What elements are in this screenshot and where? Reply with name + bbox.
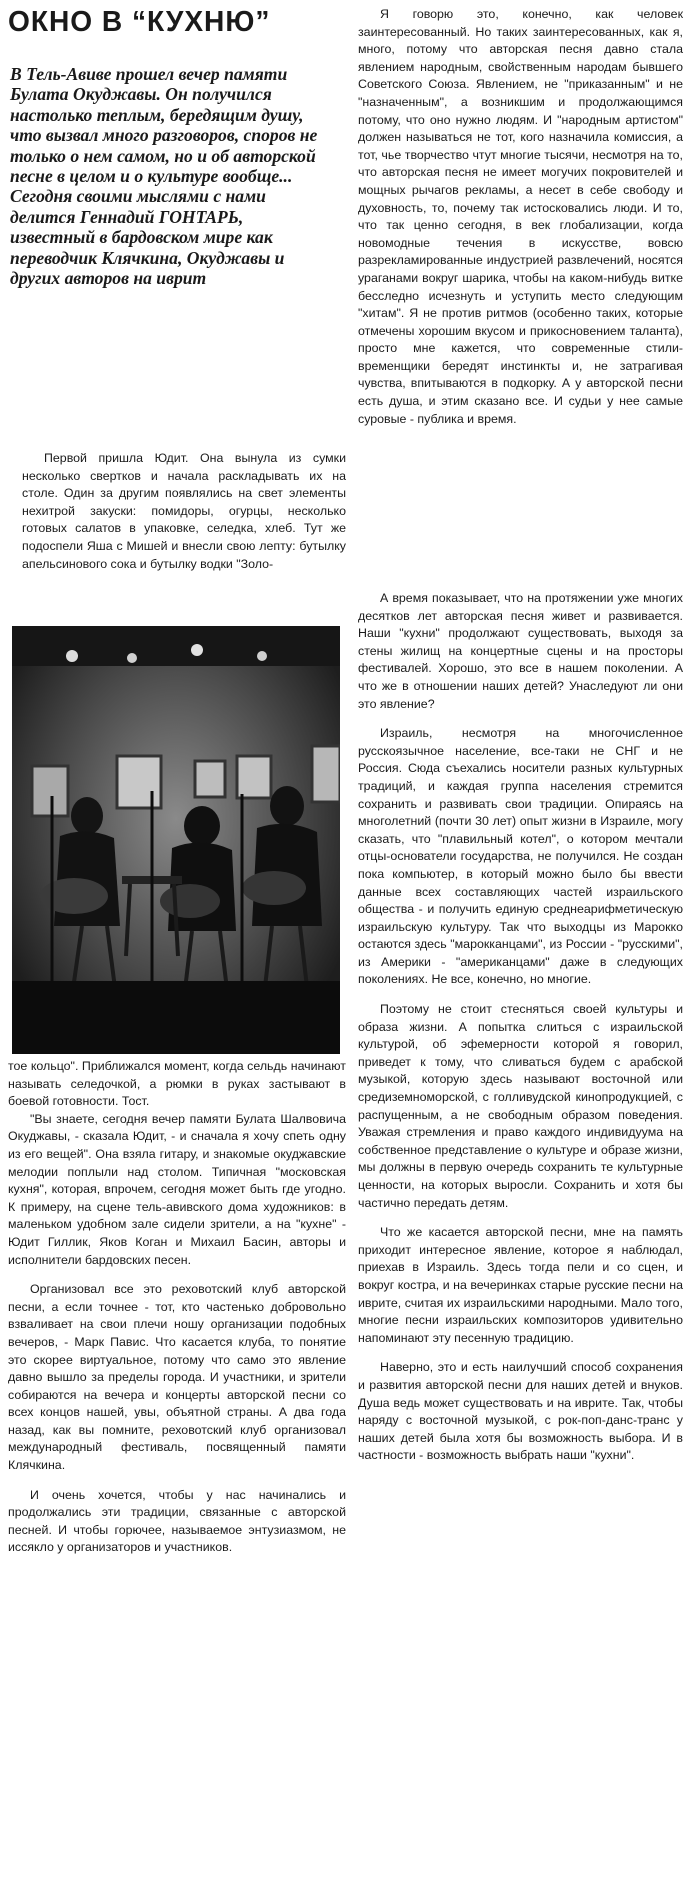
paragraph: тое кольцо". Приближался момент, когда сельдь начинают называть селедочкой, а рюмки в руках застывают в боевой готовности. Тост. — [8, 1059, 346, 1109]
paragraph: А время показывает, что на протяжении уже многих десятков лет авторская песня живет и развивается. Наши "кухни" продолжают существовать, выходя за стены жилищ на концертные сцены и на просторы фестивалей. Хорошо, это все в нашем поколении. А что же в отношении наших детей? Унаследуют ли они это явление? — [358, 591, 683, 711]
paragraph: Что же касается авторской песни, мне на память приходит интересное явление, которое я наблюдал, приехав в Израиль. Здесь тогда пели и со сцен, и вокруг костра, и на вечеринках старые русские песни на иврите, считая их израильскими народными. Мало того, многие песни израильских композиторов удивительно напоминают эту песенную традицию. — [358, 1225, 683, 1345]
lead-paragraph: Сегодня своими мыслями с нами делится Геннадий ГОНТАРЬ, известный в бардовском мире как переводчик Клячкина, Окуджавы и других авторов на иврит — [10, 186, 285, 289]
left-text-top — [22, 450, 346, 573]
concert-photo — [12, 626, 340, 1054]
paragraph: "Вы знаете, сегодня вечер памяти Булата Шалвовича Окуджавы, - сказала Юдит, - и сначала я хочу спеть одну из его вещей". Она взяла гитару, и знакомые окуджавские мелодии поплыли над столом. Типичная "московская кухня", которая, впрочем, сегодня может быть где угодно. К примеру, на сцене тель-авивского дома художников: в маленьком удобном зале сидели зрители, а на "кухне" - Юдит Гиллик, Яков Коган и Михаил Басин, авторы и исполнители бардовских песен. — [8, 1111, 346, 1267]
photo-illustration — [12, 626, 340, 1054]
paragraph: Я говорю это, конечно, как человек заинтересованный. Но таких заинтересованных, как я, много, потому что авторская песня давно стала явлением народным, свойственным народам бывшего Советского Союза. Явлением, не "приказанным" и не "назначенным", а возникшим и продолжающимся потому, что оно нужно людям. И "народным артистом" должен называться не тот, кого назначила комиссия, а тот, чье творчество чтут многие тысячи, несмотря на то, что авторская песня не имеет могучих покровителей и мощных рычагов рекламы, а несет в себе свободу и духовность, то, почему так истосковались люди. И то, что так ценно сегодня, в век глобализации, когда новомодные течения в искусстве, вовсю разрекламированные индустрией развлечений, носятся ураганами вокруг шарика, чтобы на каком-нибудь витке бесследно исчезнуть и уступить место следующим "хитам". Я не против ритмов (особенно таких, которые отмечены хорошим вкусом и прикосновением таланта), просто мне кажется, что современные стили-временщики бередят инстинкты и, не затрагивая чувства, впитываются в подкорку. А у авторской песни есть душа, и этим сказано все. И судьи у нее самые суровые - публика и время. — [358, 7, 683, 426]
right-text-middle — [358, 590, 683, 1465]
lead-paragraph: В Тель-Авиве прошел вечер памяти Булата Окуджавы. Он получился настолько теплым, бередящим душу, что вызвал много разговоров, споров не только о нем самом, но и об авторской песне в целом и о культуре вообще... — [10, 64, 318, 187]
paragraph: Первой пришла Юдит. Она вынула из сумки несколько свертков и начала раскладывать их на столе. Один за другим появлялись на свет элементы нехитрой закуски: помидоры, огурцы, несколько готовых салатов в упаковке, селедка, хлеб. Тут же подоспели Яша с Мишей и внесли свою лепту: бутылку апельсинового сока и бутылку водки "Золо- — [22, 451, 346, 571]
paragraph: Наверно, это и есть наилучший способ сохранения и развития авторской песни для наших детей и внуков. Душа ведь может существовать и на иврите. Так, чтобы наряду с восточной музыкой, с рок-поп-данс-транс у наших детей была хотя бы возможность выбора. И в частности - возможность выбрать наши "кухни". — [358, 1360, 683, 1463]
paragraph: Израиль, несмотря на многочисленное русскоязычное население, все-таки не СНГ и не Россия. Сюда съехались носители разных культурных традиций, и каждая группа населения стремится сохранить и развивать свои традиции. Опираясь на многолетний (почти 30 лет) опыт жизни в Израиле, могу сказать, что "плавильный котел", о котором мечтали отцы-основатели государства, не получился. Не создан пока компьютер, в который можно было бы ввести данные всех составляющих частей израильского общества - и получить единую среднеарифметическую израильскую культуру. Так что выходцы из Марокко остаются здесь "марокканцами", из России - "русскими", из Америки - "американцами" даже в следующих поколениях. Не все, конечно, но многие. — [358, 726, 683, 987]
right-column — [358, 0, 683, 1879]
paragraph: Поэтому не стоит стесняться своей культуры и образа жизни. А попытка слиться с израильской культурой, об эфемерности которой я говорил, приведет к тому, что сливаться будем с арабской музыкой, которую здесь называют восточной или средиземноморской, с голливудской кинопродукцией, с распущенным, а не свободным образом поведения. Уважая стремления и право каждого индивидуума на собственное представление о культуре и образе жизни, мы должны в первую очередь сохранить те культурные ценности, на которых выросли. Сохранить и хотя бы частично передать детям. — [358, 1002, 683, 1210]
article-lead — [10, 64, 330, 288]
paragraph: Организовал все это реховотский клуб авторской песни, а если точнее - тот, кто частенько добровольно взваливает на свои плечи ношу организации подобных вечеров, - Марк Павис. Что касается клуба, то понятие это скорее виртуальное, потому что само это явление давно вышло за пределы города. И участники, и зрители собираются на вечера и концерты авторской песни со всех концов нашей, увы, объятной страны. А два года назад, как вы помните, реховотский клуб организовал международный фестиваль, посвященный памяти Клячкина. — [8, 1282, 346, 1473]
article-title: ОКНО В “КУХНЮ” — [8, 6, 271, 38]
right-text-top — [358, 6, 683, 428]
left-text-bottom — [8, 1058, 346, 1557]
paragraph: И очень хочется, чтобы у нас начинались и продолжались эти традиции, связанные с авторской песней. И чтобы горючее, называемое энтузиазмом, не иссякло у организаторов и участников. — [8, 1487, 346, 1555]
